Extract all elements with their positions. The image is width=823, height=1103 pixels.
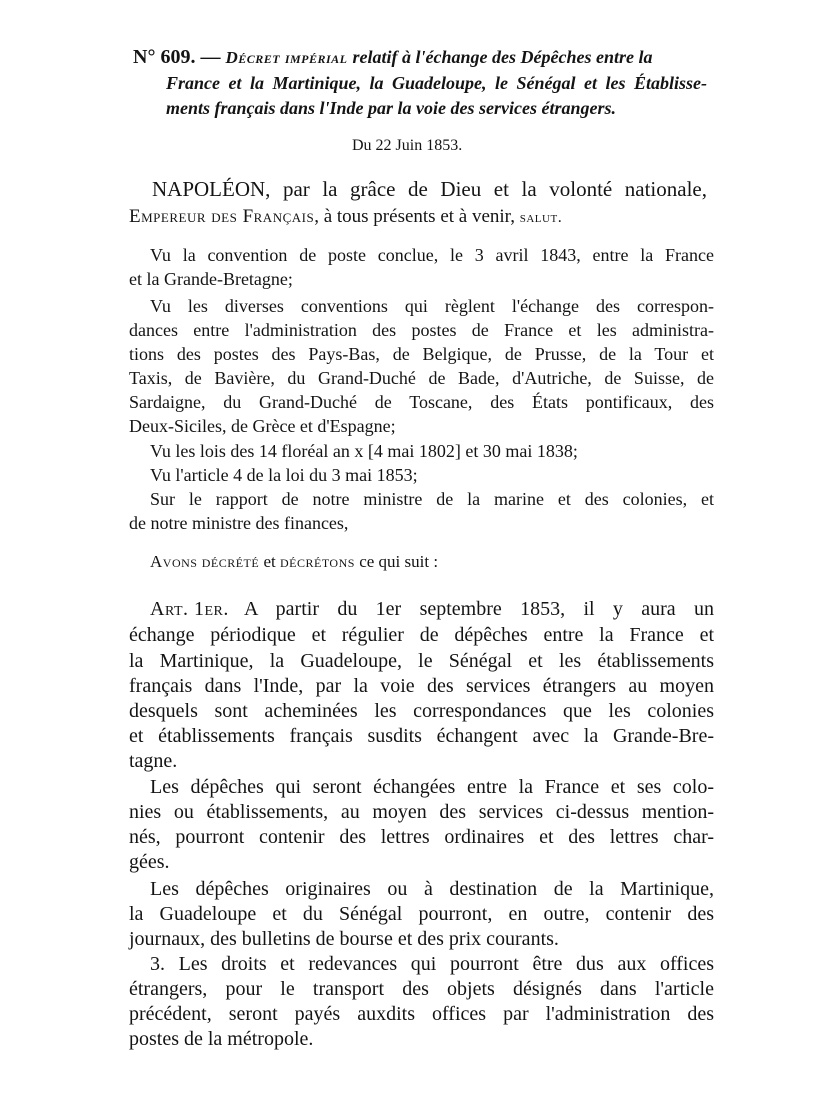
consideration-line: Vu la convention de poste conclue, le 3 avril 1843, entre la France xyxy=(150,245,714,265)
consideration-line: Vu les diverses conventions qui règlent l'échange des correspon- xyxy=(150,296,714,316)
preamble-line-2 xyxy=(129,204,562,231)
consideration-line: tions des postes des Pays-Bas, de Belgique, de Prusse, de la Tour et xyxy=(129,344,714,364)
article-line: et établissements français susdits échangent avec la Grande-Bre- xyxy=(129,725,714,747)
consideration-line: Sardaigne, du Grand-Duché de Toscane, des États pontificaux, des xyxy=(129,392,714,412)
consideration-line: Vu les lois des 14 floréal an x [4 mai 1802] et 30 mai 1838; xyxy=(150,441,578,461)
consideration-line: Taxis, de Bavière, du Grand-Duché de Bade, d'Autriche, de Suisse, de xyxy=(129,368,714,388)
formula-rest: ce qui suit : xyxy=(359,552,439,571)
decree-type: Décret impérial xyxy=(225,48,348,67)
article-line: gées. xyxy=(129,851,170,873)
article-line: desquels sont acheminées les correspondances que les colonies xyxy=(129,700,714,722)
article-line: Les dépêches originaires ou à destination de la Martinique, xyxy=(150,878,714,900)
decree-title-text: relatif à l'échange des Dépêches entre la xyxy=(352,47,653,67)
consideration-line: de notre ministre des finances, xyxy=(129,513,349,533)
decree-title-line-2: France et la Martinique, la Guadeloupe, le Sénégal et les Établisse- xyxy=(166,73,707,93)
formula-decretons: décrétons xyxy=(279,552,355,571)
article-1-text: A partir du 1er septembre 1853, il y aura un xyxy=(244,598,714,620)
preamble-text: , à tous présents et à venir, xyxy=(314,206,515,227)
formula-decrete: décrété xyxy=(201,552,260,571)
article-line: Les dépêches qui seront échangées entre la France et ses colo- xyxy=(150,776,714,798)
emperor-title: Empereur des Français xyxy=(129,206,315,227)
formula-avons: Avons xyxy=(150,552,198,571)
formula-et: et xyxy=(263,552,276,571)
consideration-line: Sur le rapport de notre ministre de la marine et des colonies, et xyxy=(150,489,714,509)
salut-word: salut. xyxy=(519,209,563,226)
article-line: français dans l'Inde, par la voie des services étrangers au moyen xyxy=(129,675,714,697)
article-1-label: Art. 1er. xyxy=(150,598,229,620)
article-line: tagne. xyxy=(129,750,178,772)
preamble-line-1: NAPOLÉON, par la grâce de Dieu et la volonté nationale, xyxy=(152,177,707,201)
decree-date: Du 22 Juin 1853. xyxy=(352,137,463,154)
article-line: journaux, des bulletins de bourse et des prix courants. xyxy=(129,928,559,950)
decree-number: N° 609. — xyxy=(133,46,221,68)
consideration-line: Vu l'article 4 de la loi du 3 mai 1853; xyxy=(150,465,418,485)
consideration-line: dances entre l'administration des postes de France et les administra- xyxy=(129,320,714,340)
article-line: nés, pourront contenir des lettres ordinaires et des lettres char- xyxy=(129,826,714,848)
article-line: 3. Les droits et redevances qui pourront être dus aux offices xyxy=(150,953,714,975)
article-line: postes de la métropole. xyxy=(129,1028,314,1050)
consideration-line: Deux-Siciles, de Grèce et d'Espagne; xyxy=(129,416,396,436)
article-line: étrangers, pour le transport des objets désignés dans l'article xyxy=(129,978,714,1000)
decree-formula xyxy=(150,550,438,574)
article-line: la Martinique, la Guadeloupe, le Sénégal et les établissements xyxy=(129,650,714,672)
article-line: échange périodique et régulier de dépêches entre la France et xyxy=(129,624,714,646)
article-line: précédent, seront payés auxdits offices par l'administration des xyxy=(129,1003,714,1025)
decree-title-line-3: ments français dans l'Inde par la voie des services étrangers. xyxy=(166,98,616,118)
article-line: nies ou établissements, au moyen des services ci-dessus mention- xyxy=(129,801,714,823)
consideration-line: et la Grande-Bretagne; xyxy=(129,269,293,289)
article-line: la Guadeloupe et du Sénégal pourront, en outre, contenir des xyxy=(129,903,714,925)
article-1-line-1 xyxy=(150,596,714,622)
decree-title-line-1 xyxy=(133,44,705,71)
